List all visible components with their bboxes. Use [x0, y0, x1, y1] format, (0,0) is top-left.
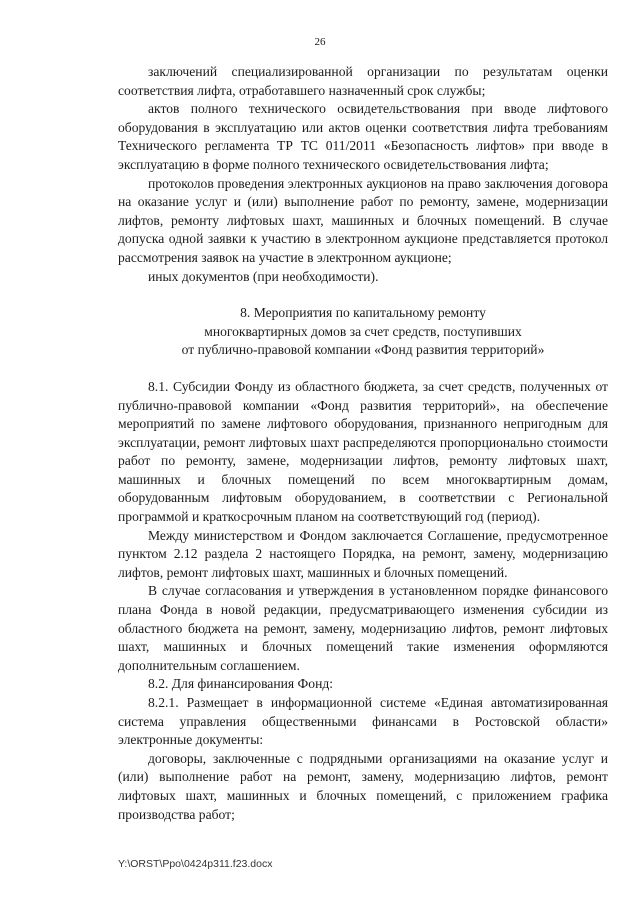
section-title-line-3: от публично-правовой компании «Фонд развития территорий»	[181, 342, 545, 358]
paragraph-8-2-1: 8.2.1. Размещает в информационной системе «Единая автоматизированная система управления общественными финансами в Ростовской области» электронные документы:	[118, 695, 608, 748]
paragraph-agreement: Между министерством и Фондом заключается Соглашение, предусмотренное пунктом 2.12 раздела 2 настоящего Порядка, на ремонт, замену, модернизацию лифтов, ремонт лифтовых шахт, машинных и блочных помещений.	[118, 527, 608, 580]
paragraph-financial-plan-changes: В случае согласования и утверждения в установленном порядке финансового плана Фонда в новой редакции, предусматривающего изменения субсидии из областного бюджета на ремонт, замену, модернизацию лифтов, ремонт лифтовых шахт, машинных и блочных помещений такие изменения оформляются дополнительным соглашением.	[118, 583, 608, 673]
paragraph-conclusions: заключений специализированной организации по результатам оценки соответствия лифта, отработавшего назначенный срок службы;	[118, 64, 608, 98]
footer-file-path: Y:\ORST\Ppo\0424p311.f23.docx	[118, 858, 273, 870]
page-number: 26	[314, 36, 326, 48]
paragraph-inspection-acts: актов полного технического освидетельствования при вводе лифтового оборудования в эксплуатацию или актов оценки соответствия лифта требованиям Технического регламента ТР ТС 011/2011 «Безопасность лифтов» при вводе в эксплуатацию в форме полного технического освидетельствования лифта;	[118, 101, 608, 172]
paragraph-contracts: договоры, заключенные с подрядными организациями на оказание услуг и (или) выполнение работ на ремонт, замену, модернизацию лифтов, ремонт лифтовых шахт, машинных и блочных помещений, с приложением графика производства работ;	[118, 750, 608, 822]
paragraph-other-documents: иных документов (при необходимости).	[148, 268, 379, 284]
paragraph-auction-protocols: протоколов проведения электронных аукционов на право заключения договора на оказание услуг и (или) выполнение работ по ремонту, замене, модернизации лифтов, ремонту лифтовых шахт, машинных и блочных помещений. В случае допуска одной заявки к участию в электронном аукционе представляется протокол рассмотрения заявок на участие в электронном аукционе;	[118, 175, 608, 265]
section-title-line-2: многоквартирных домов за счет средств, поступивших	[204, 323, 522, 339]
document-body	[118, 63, 608, 824]
paragraph-8-2: 8.2. Для финансирования Фонд:	[148, 676, 334, 692]
section-8-title	[118, 304, 608, 360]
paragraph-8-1: 8.1. Субсидии Фонду из областного бюджета, за счет средств, полученных от публично-правовой компании «Фонд развития территорий», на обеспечение мероприятий по замене лифтового оборудования, признанного непригодным для эксплуатации, ремонт лифтовых шахт распределяются пропорционально стоимости работ по ремонту, замене, модернизации лифтов, ремонту лифтовых шахт, машинных и блочных помещений по всем многоквартирным домам, оборудованным лифтовым оборудованием, в соответствии с Региональной программой и краткосрочным планом на соответствующий год (период).	[118, 378, 608, 525]
section-title-line-1: 8. Мероприятия по капитальному ремонту	[240, 305, 486, 321]
